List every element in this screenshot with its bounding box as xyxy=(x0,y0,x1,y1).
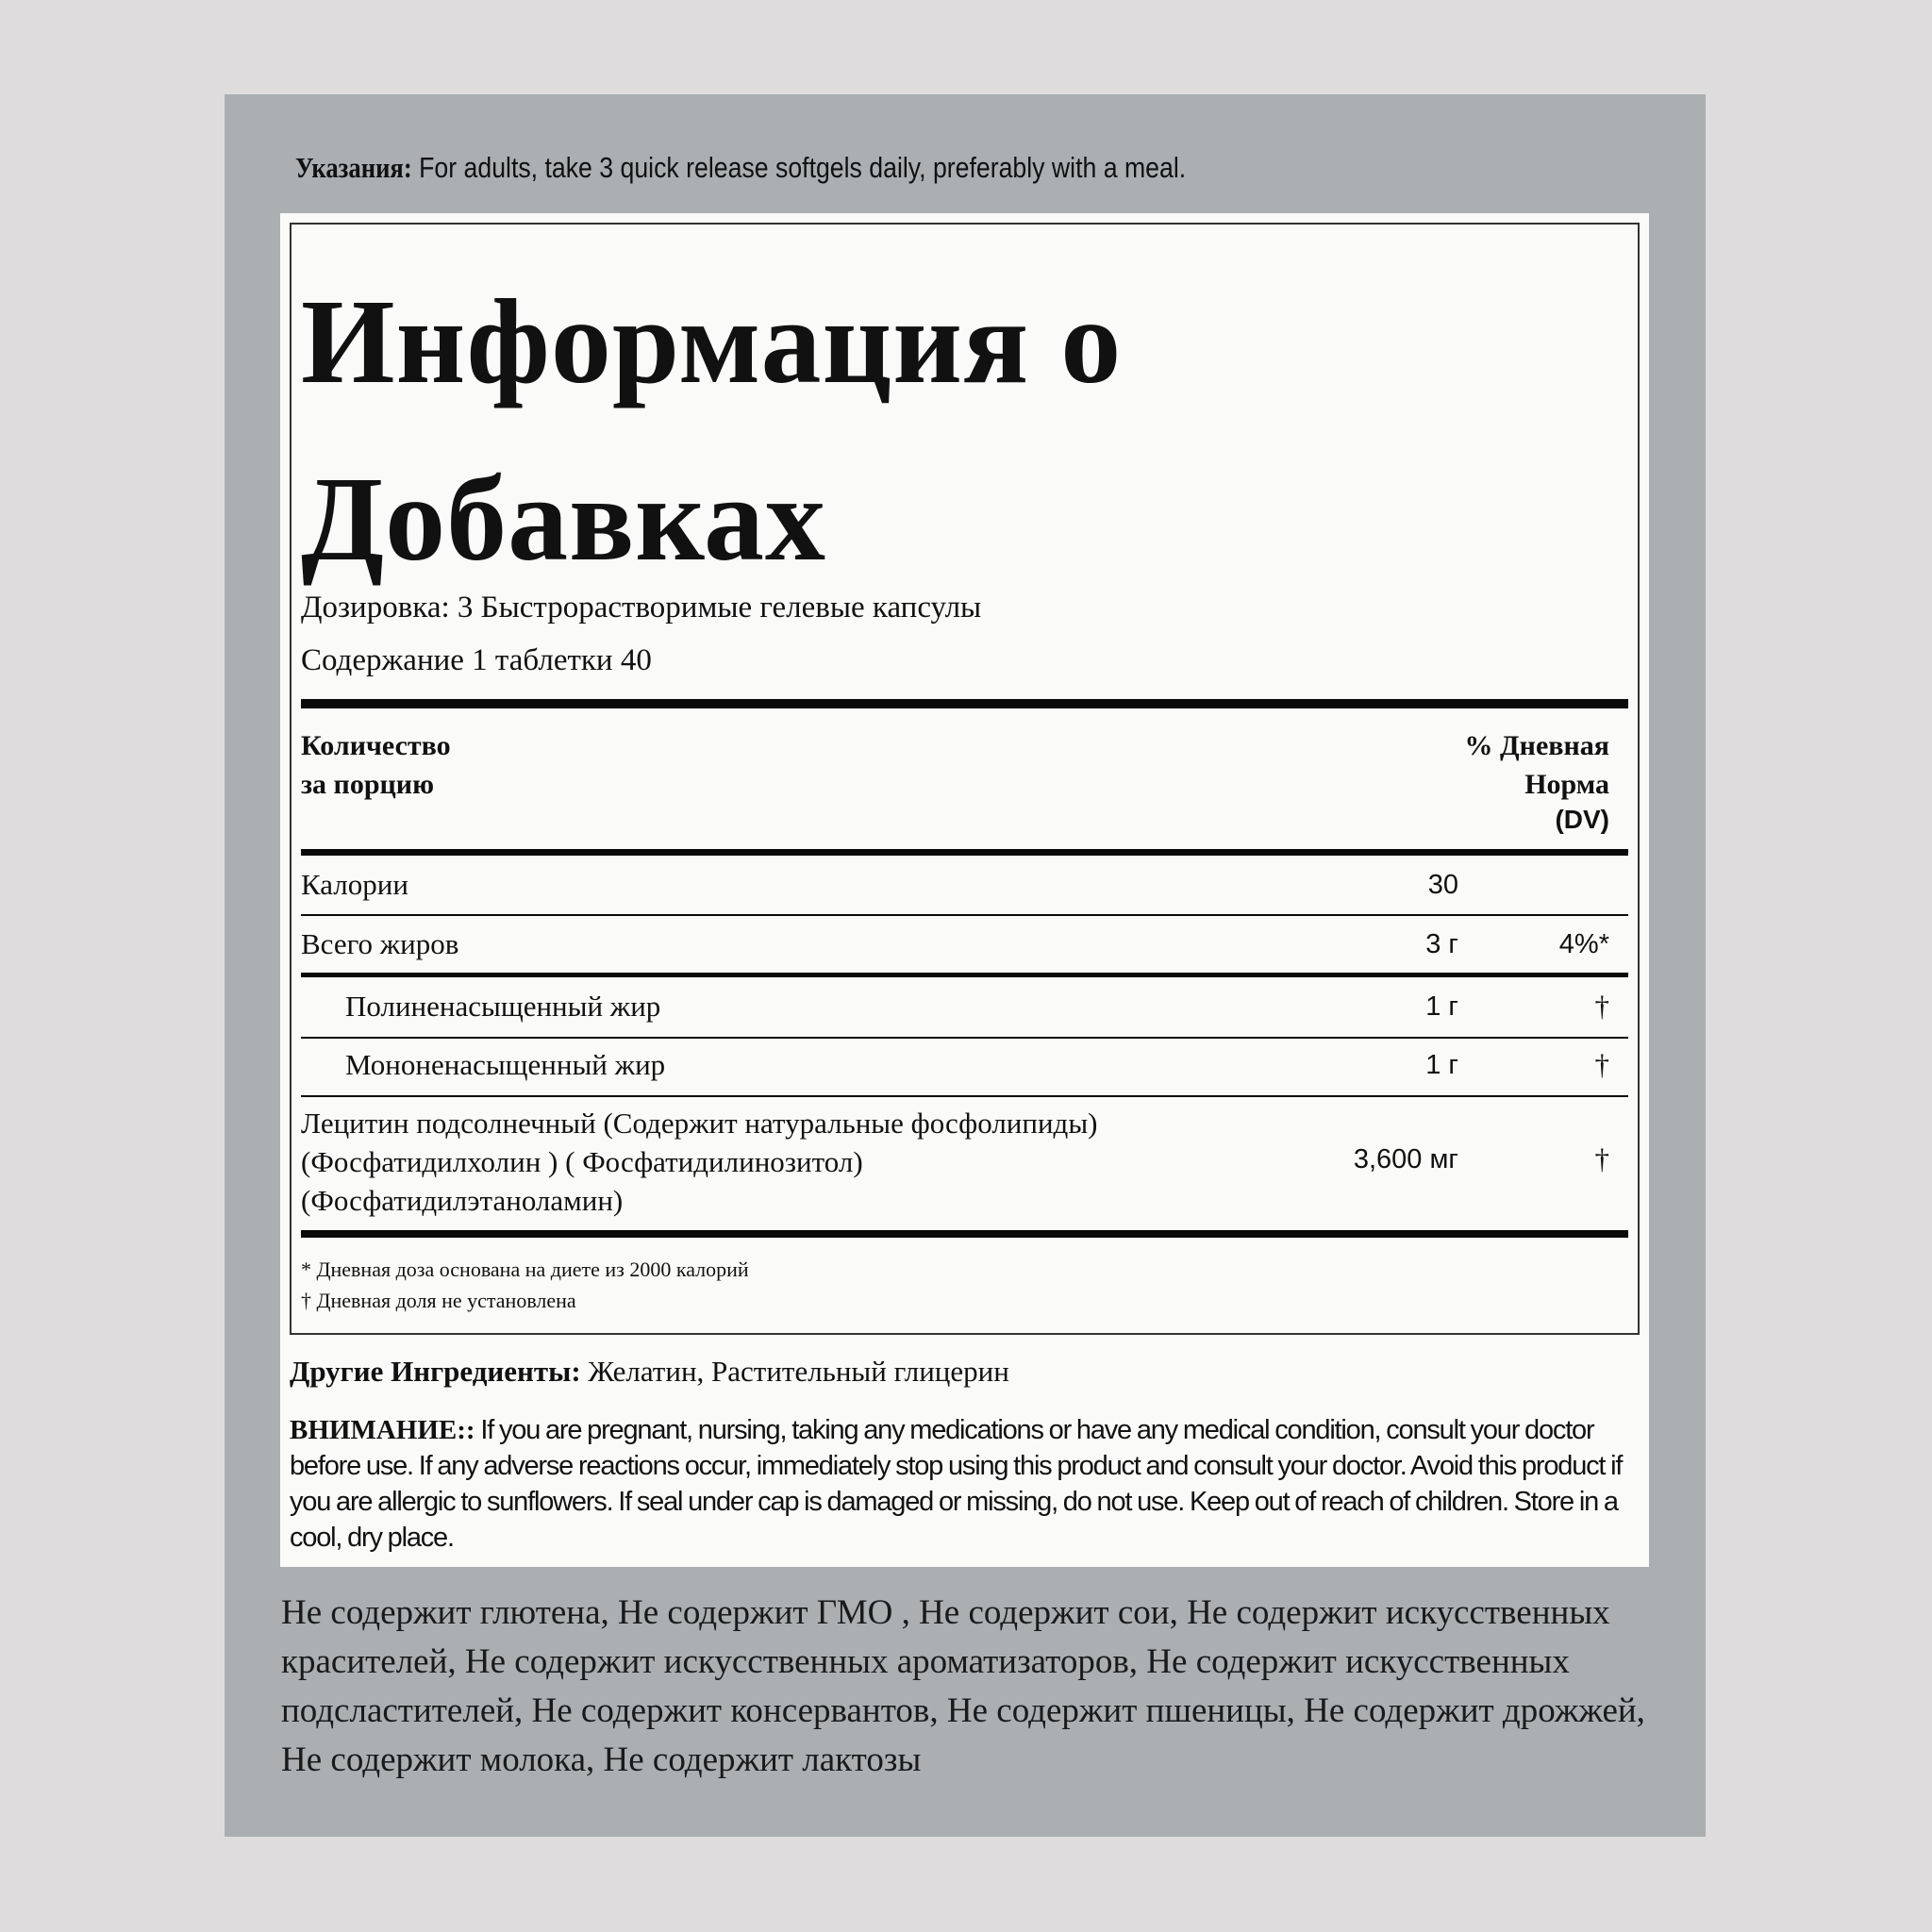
free-from-statement: Не содержит глютена, Не содержит ГМО , Не содержит сои, Не содержит искусственных красителей, Не содержит искусственных ароматизаторов, Не содержит искусственных подсластителей, Не содержит консервантов, Не содержит пшеницы, Не содержит дрожжей, Не содержит молока, Не содержит лактозы xyxy=(281,1593,1645,1779)
row-amount-total-fat: 3 г xyxy=(1425,929,1458,959)
thin-rule xyxy=(301,1095,1628,1097)
directions-text: For adults, take 3 quick release softgels daily, preferably with a meal. xyxy=(411,151,1187,184)
directions xyxy=(295,151,1186,185)
amount-header-line2: за порцию xyxy=(301,769,435,800)
daily-value-header xyxy=(1465,726,1609,836)
row-label-calories: Калории xyxy=(301,868,408,901)
directions-label: Указания: xyxy=(295,151,412,184)
lecithin-amount: 3,600 мг xyxy=(1353,1144,1458,1174)
row-dv-monounsaturated-fat: † xyxy=(1594,1048,1609,1081)
thick-rule xyxy=(301,699,1628,708)
thin-rule xyxy=(301,1037,1628,1039)
serving-size: Дозировка: 3 Быстрорастворимые гелевые капсулы xyxy=(301,591,982,625)
row-amount-calories: 30 xyxy=(1427,870,1458,900)
supplement-facts-box xyxy=(290,223,1640,1335)
row-amount-monounsaturated-fat: 1 г xyxy=(1425,1050,1458,1080)
row-label-polyunsaturated-fat: Полиненасыщенный жир xyxy=(345,990,661,1023)
thin-rule xyxy=(301,914,1628,916)
lecithin-line2: (Фосфатидилхолин ) ( Фосфатидилинозитол) xyxy=(301,1145,863,1178)
servings-per-container: Содержание 1 таблетки 40 xyxy=(301,643,652,677)
dv-header-line1: % Дневная xyxy=(1464,730,1609,761)
medium-rule xyxy=(301,849,1628,856)
dv-header-line3: (DV) xyxy=(1555,805,1609,834)
warning-label: ВНИМАНИЕ:: xyxy=(290,1415,475,1445)
lecithin-label xyxy=(301,1104,1097,1220)
facts-title: Информация о Добавках xyxy=(301,275,1123,586)
warning-text: If you are pregnant, nursing, taking any medications or have any medical condition, consult your doctor before use. If any adverse reactions occur, immediately stop using this product and consult your doctor. Avoid this product if you are allergic to sunflowers. If seal under cap is damaged or missing, do not use. Keep out of reach of children. Store in a cool, dry place. xyxy=(290,1415,1623,1553)
other-ingredients xyxy=(290,1355,1009,1389)
lecithin-line3: (Фосфатидилэтаноламин) xyxy=(301,1184,624,1217)
lecithin-line1: Лецитин подсолнечный (Содержит натуральные фосфолипиды) xyxy=(301,1107,1098,1140)
lecithin-dv: † xyxy=(1594,1142,1609,1175)
amount-header-line1: Количество xyxy=(301,730,451,761)
other-ingredients-text: Желатин, Растительный глицерин xyxy=(580,1355,1009,1388)
amount-per-serving-header xyxy=(301,726,451,804)
dv-header-line2: Норма xyxy=(1524,769,1609,800)
warning xyxy=(290,1412,1648,1556)
row-dv-total-fat: 4%* xyxy=(1558,929,1609,959)
row-dv-polyunsaturated-fat: † xyxy=(1594,990,1609,1023)
row-label-monounsaturated-fat: Мононенасыщенный жир xyxy=(345,1048,666,1081)
footnote-daily-value: * Дневная доза основана на диете из 2000 калорий xyxy=(301,1257,749,1281)
thick-rule xyxy=(301,1230,1628,1238)
medium-rule xyxy=(301,973,1628,977)
other-ingredients-label: Другие Ингредиенты: xyxy=(290,1355,581,1388)
footnote-not-established: † Дневная доля не установлена xyxy=(301,1289,576,1312)
row-amount-polyunsaturated-fat: 1 г xyxy=(1425,991,1458,1022)
row-label-total-fat: Всего жиров xyxy=(301,927,459,960)
